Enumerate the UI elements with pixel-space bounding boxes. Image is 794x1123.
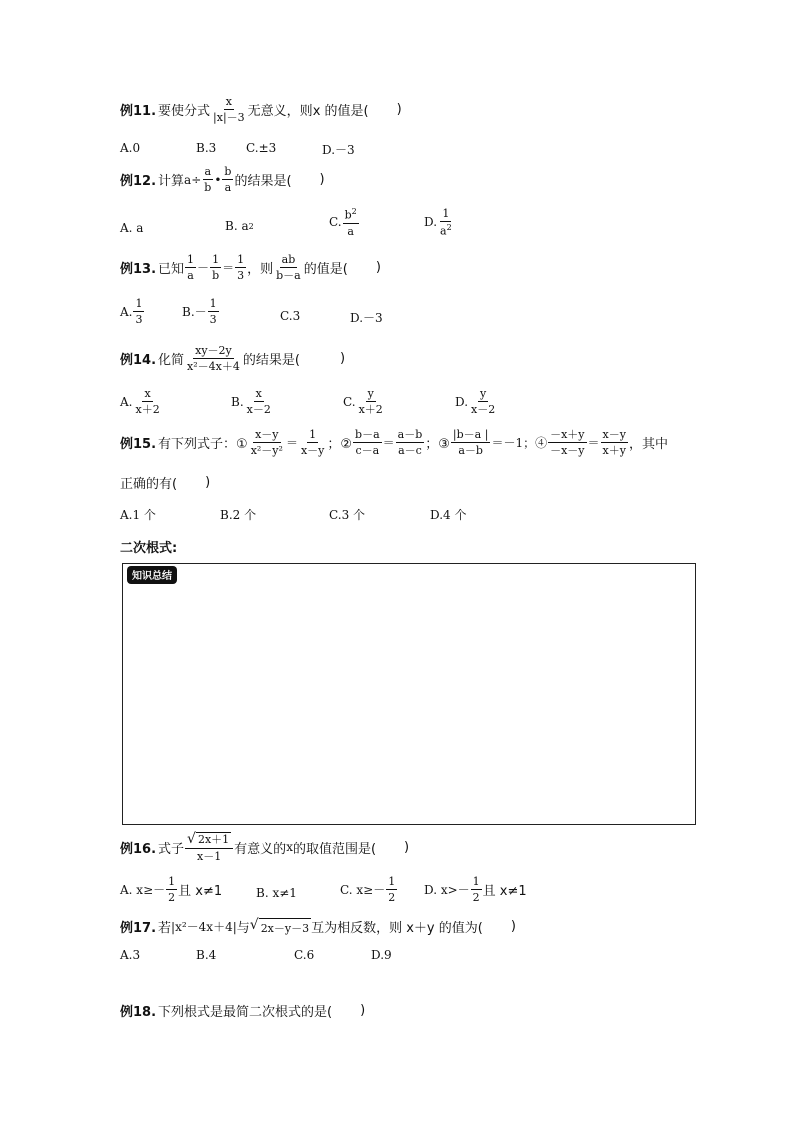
example-13-fraction-3 [235, 254, 246, 281]
option-fraction [245, 388, 273, 415]
fraction-numerator: 1 [442, 207, 450, 220]
option-b-fraction [208, 298, 219, 325]
example-11-text-3: x 的值是( [312, 104, 369, 119]
example-12-question [120, 166, 325, 193]
example-12-option-c [329, 208, 360, 237]
fraction-denominator: －x－y [550, 444, 585, 457]
option-fraction [133, 388, 161, 415]
example-14-option-c [343, 388, 386, 415]
example-11-fraction [211, 96, 247, 123]
example-13-option-a [120, 298, 145, 325]
example-13-option-c: C.3 [280, 309, 301, 323]
fraction-numerator: x [225, 95, 232, 108]
fraction-denominator: 3 [237, 269, 245, 282]
fraction-denominator: a－c [398, 444, 422, 457]
superscript: 2 [248, 221, 254, 231]
expr-1-lhs [249, 429, 285, 456]
fraction-numerator: 1 [212, 253, 220, 266]
example-13-text: 已知 [158, 262, 185, 277]
example-13-option-b [182, 298, 220, 325]
fraction-numerator: a－b [397, 428, 423, 441]
fraction-numerator: 1 [168, 875, 176, 888]
example-14-fraction [185, 345, 242, 372]
example-11-option-a: A.0 [120, 141, 141, 155]
example-16-option-a [120, 876, 222, 903]
fraction-numerator: y [367, 387, 374, 400]
fraction-denominator: x－2 [246, 403, 271, 416]
example-11-question [120, 96, 402, 123]
equals-sign: ＝ [285, 436, 298, 450]
option-d-text: D. x>－ [424, 883, 470, 897]
example-13-fraction-2 [210, 254, 221, 281]
option-b-text: B. a [225, 219, 249, 233]
option-c-prefix: C. [329, 215, 342, 230]
example-13-fraction-1 [185, 254, 196, 281]
fraction-numerator: 1 [209, 297, 217, 310]
example-11-text-2: 无意义，则 [247, 104, 313, 119]
example-17-option-c: C.6 [294, 948, 315, 962]
example-16-text-4: 的取值范围是( [292, 841, 377, 857]
fraction-denominator: 3 [135, 313, 143, 326]
fraction-numerator: x [144, 387, 151, 400]
example-12-option-b [225, 219, 254, 233]
fraction-numerator: |b－a | [452, 428, 489, 441]
fraction-numerator: 1 [135, 297, 143, 310]
fraction-numerator: xy－2y [195, 344, 232, 357]
example-11-label: 例11. [120, 104, 157, 119]
example-14-close-paren: ) [339, 351, 346, 366]
example-16-text: 式子 [158, 841, 185, 857]
expr-1-rhs [299, 429, 326, 456]
example-15-close-paren: ) [205, 475, 211, 490]
example-11-option-d: D.－3 [322, 143, 355, 157]
example-17-label: 例17. [120, 921, 157, 936]
option-d-prefix: D. [424, 215, 438, 230]
example-14-question [120, 345, 345, 372]
example-14-label: 例14. [120, 353, 157, 368]
knowledge-summary-box [122, 563, 696, 825]
example-13-fraction-4 [274, 254, 303, 281]
example-12-fraction-2 [222, 166, 233, 193]
option-a-fraction [166, 876, 177, 903]
option-d-fraction [471, 876, 482, 903]
example-18-close-paren: ) [360, 1003, 366, 1018]
option-d-fraction [438, 208, 454, 237]
fraction-numerator: b [224, 165, 232, 178]
section-title-quadratic-radicals: 二次根式: [120, 541, 178, 556]
example-15-line-2-text: 正确的有( [120, 477, 178, 492]
fraction-denominator: x－y [300, 444, 325, 457]
fraction-numerator: x－y [602, 428, 626, 441]
option-d-text-2: 且 x≠1 [482, 884, 527, 899]
example-14-text-2: 的结果是( [242, 353, 300, 368]
example-12-option-a: A. a [120, 221, 144, 235]
expr-4-rhs [601, 429, 628, 456]
example-12-expr: a÷ [184, 172, 202, 187]
fraction-numerator: x－y [255, 428, 279, 441]
absolute-value-expression: |x²－4x＋4| [171, 920, 237, 934]
option-c-text: C. x≥－ [340, 883, 386, 897]
example-15-option-d: D.4 个 [430, 508, 467, 522]
option-c-fraction [386, 876, 397, 903]
example-16-option-b: B. x≠1 [256, 886, 297, 900]
fraction-numerator: 1 [309, 428, 317, 441]
option-a-fraction [133, 298, 144, 325]
knowledge-summary-tag: 知识总结 [127, 566, 177, 584]
example-14-option-a [120, 388, 163, 415]
fraction-denominator: x＋2 [358, 403, 383, 416]
option-a-text-2: 且 x≠1 [178, 884, 223, 899]
example-11-text: 要使分式 [158, 104, 211, 119]
example-17-question [120, 917, 516, 936]
option-a-prefix: A. [120, 304, 133, 319]
separator: ；② [327, 437, 353, 452]
expr-4-lhs [548, 429, 586, 456]
fraction-denominator: b [212, 269, 220, 282]
example-12-text: 计算 [158, 174, 185, 189]
expr-2-lhs [353, 429, 382, 456]
fraction-denominator: c－a [355, 444, 380, 457]
example-15-text-2: ，其中 [628, 437, 668, 452]
radical-sign-icon: √ [249, 916, 259, 933]
example-13-text-3: 的值是( [303, 262, 348, 277]
fraction-numerator: －x＋y [550, 428, 585, 441]
example-12-fraction-1 [202, 166, 213, 193]
option-c-fraction [343, 208, 359, 237]
equals-sign: ＝ [382, 436, 395, 450]
example-16-question [120, 832, 409, 862]
example-15-option-b: B.2 个 [220, 508, 257, 522]
example-17-text-3: 互为相反数，则 x＋y 的值为( [311, 921, 483, 936]
fraction-denominator: x＋2 [135, 403, 160, 416]
option-prefix: B. [231, 394, 244, 409]
example-13-text-2: ，则 [247, 262, 274, 277]
example-15-question [120, 429, 668, 456]
denominator-text: a [440, 224, 447, 238]
example-13-close-paren: ) [375, 260, 381, 275]
example-11-option-b: B.3 [196, 141, 217, 155]
option-fraction [469, 388, 497, 415]
example-17-text: 若 [158, 921, 172, 936]
fraction-numerator [343, 208, 359, 224]
example-16-fraction [185, 832, 233, 862]
example-17-option-b: B.4 [196, 948, 217, 962]
example-16-close-paren: ) [404, 839, 410, 855]
sqrt-expression [187, 832, 231, 846]
fraction-numerator [185, 832, 233, 849]
fraction-numerator: a [204, 165, 212, 178]
fraction-denominator: b [204, 181, 212, 194]
sqrt-expression [250, 918, 311, 936]
superscript: 2 [351, 207, 357, 216]
fraction-numerator: x [255, 387, 262, 400]
example-15-option-a: A.1 个 [120, 508, 156, 522]
example-16-option-d [424, 876, 527, 903]
example-15-label: 例15. [120, 437, 157, 452]
example-11-close-paren: ) [396, 102, 402, 117]
radical-sign-icon: √ [187, 831, 196, 847]
example-14-option-d [455, 388, 498, 415]
example-11-option-c: C.±3 [246, 141, 277, 155]
option-b-prefix: B.－ [182, 305, 207, 319]
fraction-numerator: 1 [187, 253, 195, 266]
example-18-question [120, 1001, 365, 1020]
option-prefix: D. [455, 394, 469, 409]
option-prefix: A. [120, 394, 133, 409]
equals-sign: ＝ [222, 261, 235, 275]
example-12-label: 例12. [120, 174, 157, 189]
example-13-question [120, 254, 381, 281]
fraction-denominator: 3 [209, 313, 217, 326]
example-12-text-2: 的结果是( [234, 174, 292, 189]
example-13-label: 例13. [120, 262, 157, 277]
example-13-option-d: D.－3 [350, 311, 383, 325]
minus-sign: － [197, 261, 210, 275]
example-17-option-d: D.9 [371, 948, 392, 962]
example-16-text-2: 有意义的 [234, 841, 287, 857]
fraction-denominator: x²－y² [250, 444, 283, 457]
numerator-text: b [344, 208, 352, 222]
example-18-text: 下列根式是最简二次根式的是( [158, 1005, 333, 1020]
fraction-numerator: 1 [388, 875, 396, 888]
example-12-close-paren: ) [319, 172, 325, 187]
expr-3-lhs [451, 429, 491, 456]
superscript: 2 [446, 223, 452, 232]
fraction-denominator: 2 [168, 891, 176, 904]
fraction-denominator: a [347, 224, 354, 238]
fraction-numerator: b－a [355, 428, 380, 441]
example-15-option-c: C.3 个 [329, 508, 366, 522]
fraction-denominator [438, 222, 454, 237]
option-fraction [357, 388, 385, 415]
fraction-numerator: 1 [237, 253, 245, 266]
option-a-text: A. x≥－ [120, 883, 166, 897]
fraction-denominator: |x|－3 [213, 111, 245, 124]
fraction-numerator: ab [281, 253, 296, 266]
fraction-denominator: 2 [472, 891, 480, 904]
example-16-label: 例16. [120, 841, 157, 857]
example-14-text: 化简 [158, 353, 185, 368]
fraction-denominator: x²－4x＋4 [187, 360, 240, 373]
fraction-denominator: a－b [458, 444, 483, 457]
example-17-close-paren: ) [510, 919, 516, 934]
fraction-denominator: x－1 [197, 850, 222, 863]
fraction-denominator: x－2 [471, 403, 496, 416]
example-12-option-d [424, 208, 455, 237]
example-15-text: 有下列式子：① [158, 437, 248, 452]
fraction-numerator: y [480, 387, 487, 400]
expr-3-rhs: ＝－1；④ [491, 436, 548, 450]
fraction-numerator: 1 [472, 875, 480, 888]
radicand: 2x＋1 [197, 833, 230, 846]
fraction-denominator: a [187, 269, 194, 282]
example-14-option-b [231, 388, 274, 415]
option-prefix: C. [343, 394, 356, 409]
fraction-denominator: b－a [276, 269, 301, 282]
example-16-option-c [340, 876, 398, 903]
example-15-line-2 [120, 473, 210, 492]
radicand: 2x－y－3 [259, 918, 311, 936]
fraction-denominator: 2 [388, 891, 396, 904]
expr-2-rhs [396, 429, 425, 456]
example-18-label: 例18. [120, 1005, 157, 1020]
fraction-denominator: x＋y [602, 444, 626, 457]
example-17-option-a: A.3 [120, 948, 141, 962]
separator: ；③ [425, 437, 450, 452]
example-16-variable: x [286, 840, 293, 854]
fraction-denominator: a [224, 181, 232, 194]
example-17-text-2: 与 [236, 921, 250, 936]
equals-sign: ＝ [587, 436, 600, 450]
dot-operator: • [214, 172, 222, 187]
